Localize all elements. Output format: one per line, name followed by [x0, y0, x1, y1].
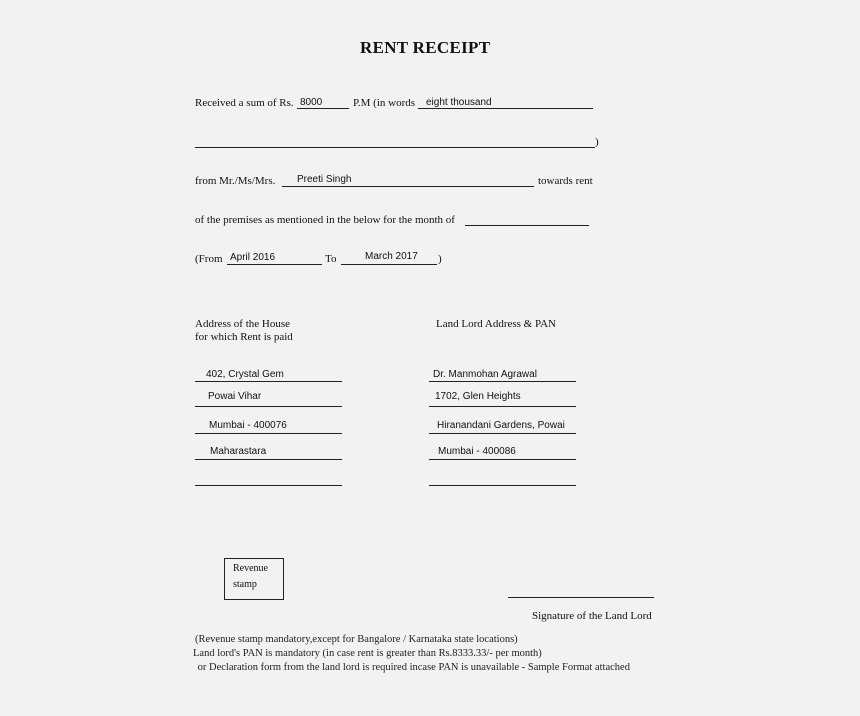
month-label: of the premises as mentioned in the below for the month of [195, 214, 455, 226]
landlord-address-underline [429, 433, 576, 434]
house-address-underline [195, 381, 342, 382]
tenant-label: from Mr./Ms/Mrs. [195, 175, 276, 187]
house-address-underline [195, 406, 342, 407]
tenant-name: Preeti Singh [297, 174, 352, 185]
house-address-line: Maharastara [210, 446, 267, 457]
footnote: Land lord's PAN is mandatory (in case rent is greater than Rs.8333.33/- per month) [193, 648, 542, 659]
signature-label: Signature of the Land Lord [532, 610, 652, 622]
landlord-address-underline [429, 459, 576, 460]
landlord-address-underline [429, 381, 576, 382]
landlord-address-underline [429, 406, 576, 407]
from-label: (From [195, 253, 223, 265]
footnote: (Revenue stamp mandatory,except for Bangalore / Karnataka state locations) [195, 634, 518, 645]
from-date-underline [227, 264, 322, 265]
amount-in-words: eight thousand [426, 97, 492, 108]
month-underline [465, 225, 589, 226]
house-address-line: Powai Vihar [208, 391, 262, 402]
to-label: To [325, 253, 337, 265]
to-date-underline [341, 264, 437, 265]
house-address-underline [195, 433, 342, 434]
revenue-stamp-box [224, 558, 284, 600]
amount-underline [297, 108, 349, 109]
tenant-name-underline [282, 186, 534, 187]
to-date-closing-paren: ) [438, 253, 442, 265]
landlord-address-line: Hiranandani Gardens, Powai [437, 420, 565, 431]
landlord-address-line: Dr. Manmohan Agrawal [433, 369, 537, 380]
amount-words-continuation-line [195, 147, 595, 148]
amount-words-underline [418, 108, 593, 109]
revenue-stamp-label: Revenue [233, 563, 268, 574]
revenue-stamp-label: stamp [233, 579, 257, 590]
towards-rent-label: towards rent [538, 175, 593, 187]
landlord-address-line: Mumbai - 400086 [438, 446, 516, 457]
signature-line [508, 597, 654, 598]
closing-paren: ) [595, 136, 599, 148]
house-address-line: Mumbai - 400076 [209, 420, 287, 431]
house-address-subheading: for which Rent is paid [195, 331, 293, 343]
house-address-line: 402, Crystal Gem [206, 369, 284, 380]
house-address-underline [195, 459, 342, 460]
landlord-address-heading: Land Lord Address & PAN [436, 318, 556, 330]
per-month-label: P.M (in words [353, 97, 416, 109]
landlord-address-line: 1702, Glen Heights [435, 391, 521, 402]
footnote: or Declaration form from the land lord is required incase PAN is unavailable - Sample Format attached [195, 662, 630, 673]
landlord-address-underline [429, 485, 576, 486]
to-date: March 2017 [365, 251, 418, 262]
amount-label: Received a sum of Rs. [195, 97, 294, 109]
house-address-underline [195, 485, 342, 486]
house-address-heading: Address of the House [195, 318, 291, 330]
from-date: April 2016 [230, 252, 276, 263]
page-title: RENT RECEIPT [360, 38, 491, 57]
amount-value: 8000 [300, 97, 323, 108]
